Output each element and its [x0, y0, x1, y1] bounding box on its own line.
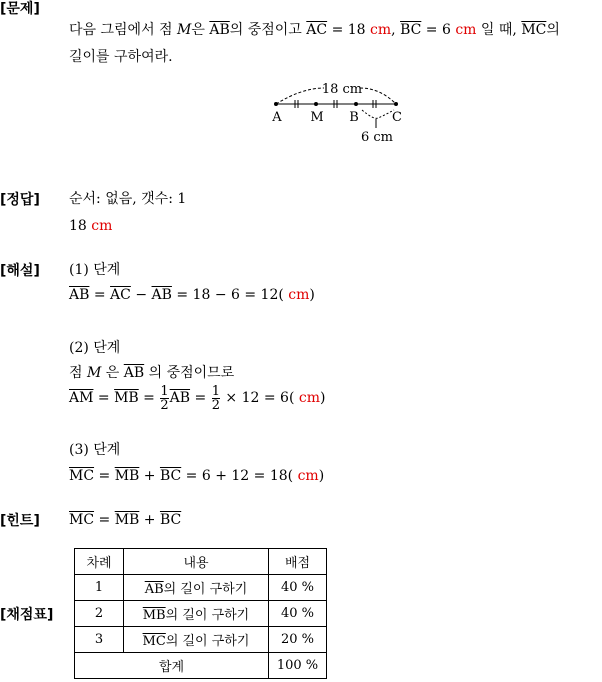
point-a-dot	[274, 102, 278, 106]
header-order: 차례	[75, 549, 124, 575]
bottom-brace	[362, 110, 394, 118]
total-points: 100 %	[269, 653, 327, 679]
scoring-table	[74, 548, 327, 679]
figure-bottom-label: 6 cm	[360, 130, 394, 145]
table-row: 1 $\overline{AB}$의 길이 구하기 40 %	[75, 575, 327, 601]
step1-equation: $\overline{AB} = \overline{AC} - \overline{AB} = 18 - 6 = 12$( cm)	[69, 287, 315, 303]
top-brace-right	[360, 88, 396, 104]
unit-cm: cm	[298, 390, 320, 406]
table-row: 2 $\overline{MB}$의 길이 구하기 40 %	[75, 601, 327, 627]
unit-cm: cm	[288, 287, 310, 303]
total-label: 합계	[75, 653, 269, 679]
figure-top-label: 18 cm	[321, 82, 363, 97]
step2-label: (2) 단계	[69, 340, 121, 356]
label-c: C	[392, 110, 402, 125]
table-header-row	[75, 549, 327, 575]
hint-equation: $\overline{MC} = \overline{MB} + \overline{BC}$	[69, 512, 182, 528]
point-c-dot	[394, 102, 398, 106]
hint-heading: [힌트]	[0, 513, 40, 529]
point-m-dot	[314, 102, 318, 106]
answer-heading: [정답]	[0, 192, 40, 208]
segment-ac: $\overline{AC}$	[306, 22, 328, 38]
step2-equation: $\overline{AM} = \overline{MB}$ = $\frac{1}{2}$ $\overline{AB}$ = $\frac{1}{2}$ × 12 = 6( cm)	[69, 383, 326, 413]
segment-figure	[262, 74, 422, 150]
scoring-heading: [채점표]	[0, 607, 54, 623]
top-brace-left	[276, 88, 324, 104]
fraction-half: $\frac{1}{2}$	[211, 383, 220, 413]
fraction-half: $\frac{1}{2}$	[160, 383, 169, 413]
table-total-row	[75, 653, 327, 679]
unit-cm: cm	[455, 22, 477, 38]
unit-cm: cm	[91, 218, 113, 234]
problem-heading: [문제]	[0, 1, 40, 17]
header-content: 내용	[124, 549, 269, 575]
solution-heading: [해설]	[0, 263, 40, 279]
unit-cm: cm	[297, 468, 319, 484]
segment-mc: $\overline{MC}$	[521, 22, 547, 38]
problem-text-line2: 길이를 구하여라.	[69, 49, 173, 65]
problem-text-line1: 다음 그림에서 점 M은 $\overline{AB}$의 중점이고 $\overline{AC} = 18$ cm, $\overline{BC} = 6$ cm 일 때, $\overline{MC}$의	[69, 22, 560, 38]
segment-ab: $\overline{AB}$	[209, 22, 230, 38]
step3-label: (3) 단계	[69, 442, 121, 458]
step1-label: (1) 단계	[69, 262, 121, 278]
point-m: M	[177, 22, 192, 38]
unit-cm: cm	[370, 22, 392, 38]
label-m: M	[310, 110, 324, 125]
step2-text: 점 M 은 $\overline{AB}$ 의 중점이므로	[69, 365, 235, 381]
header-points: 배점	[269, 549, 327, 575]
answer-value: 18 cm	[69, 218, 113, 234]
point-b-dot	[354, 102, 358, 106]
segment-bc: $\overline{BC}$	[400, 22, 422, 38]
table-row: 3 $\overline{MC}$의 길이 구하기 20 %	[75, 627, 327, 653]
label-a: A	[272, 110, 282, 125]
answer-line1: 순서: 없음, 갯수: 1	[69, 191, 187, 207]
step3-equation: $\overline{MC} = \overline{MB} + \overline{BC} = 6 + 12 = 18$( cm)	[69, 468, 325, 484]
label-b: B	[349, 110, 359, 125]
